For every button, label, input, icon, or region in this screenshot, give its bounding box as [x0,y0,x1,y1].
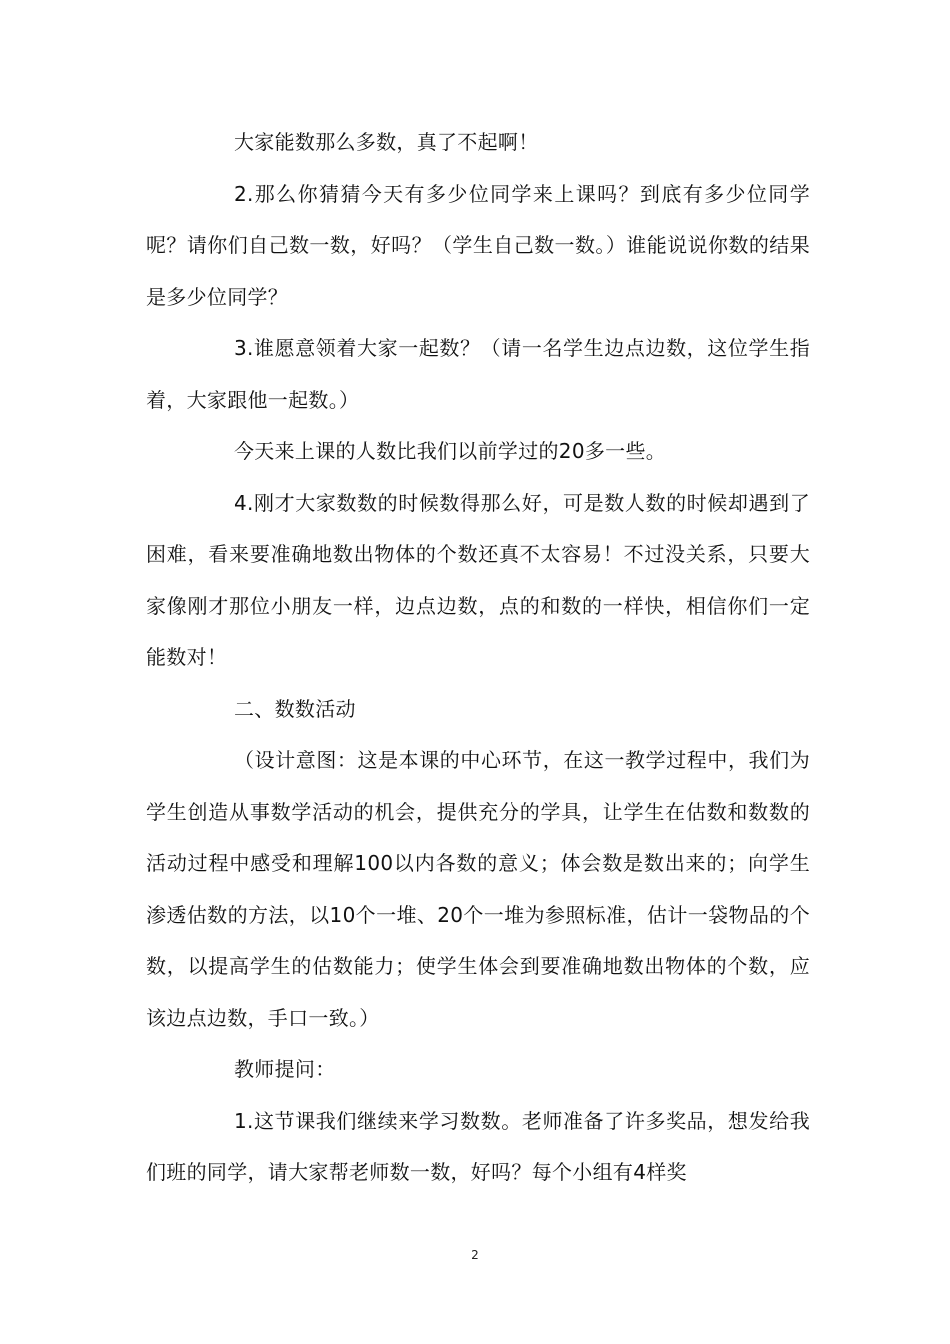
paragraph-design-intent: （设计意图：这是本课的中心环节，在这一教学过程中，我们为学生创造从事数学活动的机会，提供充分的学具，让学生在估数和数数的活动过程中感受和理解100以内各数的意义；体会数是数出来的；向学生渗透估数的方法，以10个一堆、20个一堆为参照标准，估计一袋物品的个数，以提高学生的估数能力；使学生体会到要准确地数出物体的个数，应该边点边数，手口一致。） [146,748,810,1030]
paragraph-guess-count: 2.那么你猜猜今天有多少位同学来上课吗？到底有多少位同学呢？请你们自己数一数，好吗？（学生自己数一数。）谁能说说你数的结果是多少位同学？ [146,181,810,309]
paragraph-more-than-20: 今天来上课的人数比我们以前学过的20多一些。 [234,439,667,463]
page-number: 2 [471,1248,479,1262]
document-body [146,117,810,1199]
paragraph-difficulty: 4.刚才大家数数的时候数得那么好，可是数人数的时候却遇到了困难，看来要准确地数出物体的个数还真不太容易！不过没关系，只要大家像刚才那位小朋友一样，边点边数，点的和数的一样快，相信你们一定能数对！ [146,490,810,669]
paragraph-lead-count: 3.谁愿意领着大家一起数？（请一名学生边点边数，这位学生指着，大家跟他一起数。） [146,336,810,412]
paragraph-praise: 大家能数那么多数，真了不起啊！ [234,130,539,154]
section-heading-counting-activity: 二、数数活动 [234,696,356,721]
paragraph-teacher-question-label: 教师提问： [234,1057,336,1081]
paragraph-prizes: 1.这节课我们继续来学习数数。老师准备了许多奖品，想发给我们班的同学，请大家帮老师数一数，好吗？每个小组有4样奖 [146,1108,810,1184]
